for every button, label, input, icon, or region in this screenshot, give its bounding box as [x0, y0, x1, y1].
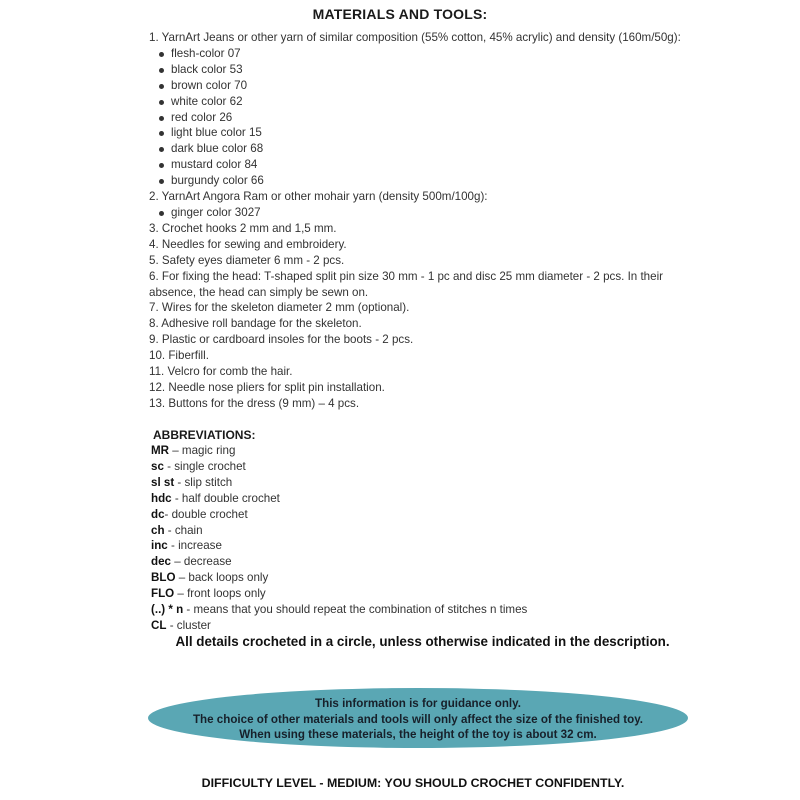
material-item-9: 9. Plastic or cardboard insoles for the boots - 2 pcs. [149, 333, 414, 347]
abbreviation-definition: - chain [164, 523, 203, 537]
materials-title: MATERIALS AND TOOLS: [312, 6, 488, 22]
material-item-13: 13. Buttons for the dress (9 mm) – 4 pcs. [149, 396, 360, 410]
abbreviation-term: BLO [151, 571, 176, 585]
material-item-7: 7. Wires for the skeleton diameter 2 mm (optional). [149, 301, 410, 315]
abbreviation-term: inc [151, 539, 168, 553]
color-item: black color 53 [149, 62, 709, 78]
material-item-10: 10. Fiberfill. [149, 349, 209, 363]
abbreviation-row [151, 491, 527, 507]
color-item: flesh-color 07 [149, 46, 709, 62]
abbreviation-term: ch [151, 523, 165, 537]
color-item: ginger color 3027 [149, 205, 709, 221]
mohair-colors-list [149, 205, 709, 221]
abbreviation-row [151, 602, 527, 618]
abbreviation-term: hdc [151, 491, 172, 505]
abbreviation-term: dec [151, 555, 171, 569]
abbreviation-term: FLO [151, 587, 175, 601]
color-item: red color 26 [149, 110, 709, 126]
abbreviation-row [151, 507, 527, 523]
abbreviations-list [151, 443, 527, 634]
color-item: burgundy color 66 [149, 173, 709, 189]
abbreviation-definition: - means that you should repeat the combination of stitches n times [183, 603, 528, 617]
difficulty-level: DIFFICULTY LEVEL - MEDIUM: YOU SHOULD CROCHET CONFIDENTLY. [201, 776, 625, 790]
abbreviation-definition: - slip stitch [174, 475, 233, 489]
material-item-6: 6. For fixing the head: T-shaped split pin size 30 mm - 1 pc and disc 25 mm diameter - 2 pcs. In their absence, the head can simply be sewn on. [149, 269, 664, 299]
abbreviation-row [151, 475, 527, 491]
abbreviations-title: ABBREVIATIONS: [153, 428, 256, 442]
material-item-8: 8. Adhesive roll bandage for the skeleton. [149, 317, 362, 331]
color-item: brown color 70 [149, 78, 709, 94]
abbreviation-row [151, 618, 527, 634]
abbreviation-row [151, 459, 527, 475]
abbreviation-term: (..) * n [151, 603, 184, 617]
abbreviation-row [151, 443, 527, 459]
color-item: dark blue color 68 [149, 141, 709, 157]
color-item: light blue color 15 [149, 125, 709, 141]
banner-line: The choice of other materials and tools will only affect the size of the finished toy. [192, 712, 644, 726]
abbreviation-definition: - increase [167, 539, 222, 553]
abbreviation-row [151, 554, 527, 570]
abbreviation-row [151, 523, 527, 539]
abbreviation-term: dc [151, 507, 165, 521]
abbreviation-definition: - cluster [166, 618, 211, 632]
circle-crochet-note: All details crocheted in a circle, unless otherwise indicated in the description. [175, 634, 670, 649]
yarn-colors-list [149, 46, 709, 189]
material-item-1: 1. YarnArt Jeans or other yarn of similar composition (55% cotton, 45% acrylic) and density (160m/50g): [149, 31, 681, 44]
material-item-4: 4. Needles for sewing and embroidery. [149, 237, 347, 251]
abbreviation-term: sc [151, 459, 164, 473]
material-item-5: 5. Safety eyes diameter 6 mm - 2 pcs. [149, 253, 345, 267]
abbreviation-term: CL [151, 618, 167, 632]
abbreviation-row [151, 586, 527, 602]
abbreviation-definition: - double crochet [164, 507, 248, 521]
material-item-2: 2. YarnArt Angora Ram or other mohair yarn (density 500m/100g): [149, 190, 488, 204]
guidance-banner-text [140, 696, 696, 743]
color-item: white color 62 [149, 94, 709, 110]
abbreviation-row [151, 538, 527, 554]
abbreviation-definition: - single crochet [163, 459, 246, 473]
abbreviation-term: sl st [151, 475, 175, 489]
abbreviation-definition: – front loops only [174, 587, 266, 601]
abbreviation-definition: – decrease [170, 555, 232, 569]
abbreviation-row [151, 570, 527, 586]
abbreviation-term: MR [151, 444, 170, 457]
material-item-12: 12. Needle nose pliers for split pin installation. [149, 380, 385, 394]
abbreviation-definition: - half double crochet [171, 491, 280, 505]
banner-line: When using these materials, the height of the toy is about 32 cm. [239, 728, 597, 742]
color-item: mustard color 84 [149, 157, 709, 173]
material-item-11: 11. Velcro for comb the hair. [149, 365, 293, 379]
abbreviation-definition: – magic ring [169, 444, 236, 457]
banner-line: This information is for guidance only. [315, 697, 521, 710]
abbreviation-definition: – back loops only [175, 571, 269, 585]
materials-list [149, 30, 709, 412]
material-item-3: 3. Crochet hooks 2 mm and 1,5 mm. [149, 221, 337, 235]
